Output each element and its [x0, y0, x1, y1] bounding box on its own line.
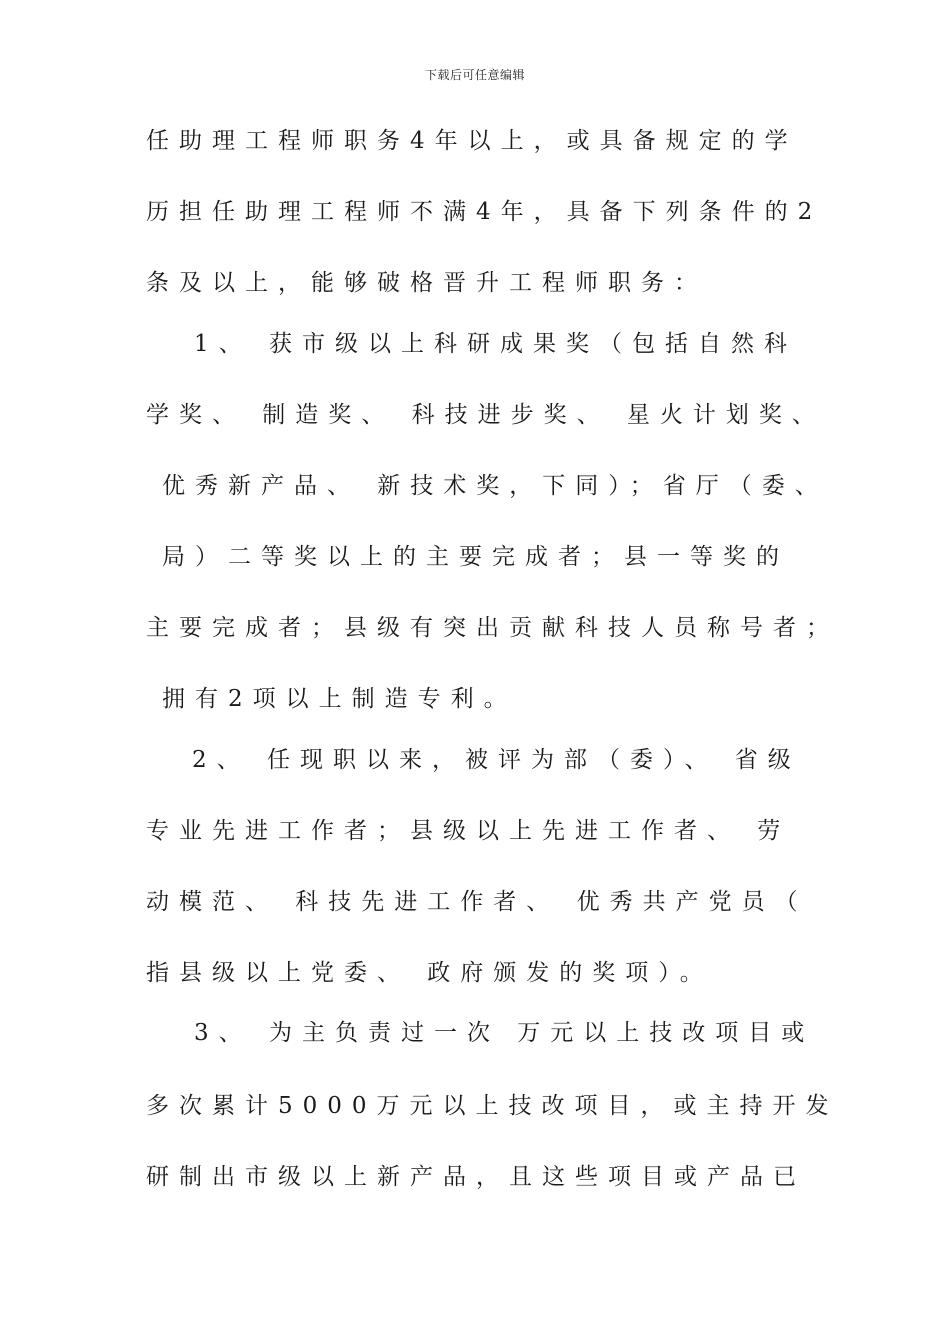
body-line-8: 主要完成者；县级有突出贡献科技人员称号者； — [146, 615, 839, 641]
body-line-11: 专业先进工作者；县级以上先进工作者、 劳 — [146, 818, 791, 844]
body-line-9: 拥有2项以上制造专利。 — [162, 686, 517, 712]
page-header-note: 下载后可任意编辑 — [424, 68, 525, 82]
body-line-7: 局）二等奖以上的主要完成者；县一等奖的 — [162, 544, 789, 570]
body-line-15: 多次累计5000万元以上技改项目，或主持开发 — [146, 1093, 839, 1119]
body-line-1: 任助理工程师职务4年以上，或具备规定的学 — [146, 128, 798, 154]
body-line-14: 3、 为主负责过一次 万元以上技改项目或 — [194, 1020, 815, 1046]
body-line-16: 研制出市级以上新产品，且这些项目或产品已 — [146, 1164, 806, 1190]
body-line-12: 动模范、 科技先进工作者、 优秀共产党员（ — [146, 889, 808, 915]
body-line-10: 2、 任现职以来，被评为部（委）、 省级 — [192, 747, 801, 773]
body-line-5: 学奖、 制造奖、 科技进步奖、 星火计划奖、 — [146, 402, 825, 428]
body-line-3: 条及以上，能够破格晋升工程师职务： — [146, 270, 707, 296]
body-line-4: 1、 获市级以上科研成果奖（包括自然科 — [194, 331, 797, 357]
body-line-13: 指县级以上党委、 政府颁发的奖项）。 — [146, 960, 713, 986]
body-line-2: 历担任助理工程师不满4年，具备下列条件的2 — [146, 199, 823, 225]
body-line-6: 优秀新产品、 新技术奖，下同）；省厅（委、 — [162, 473, 828, 499]
